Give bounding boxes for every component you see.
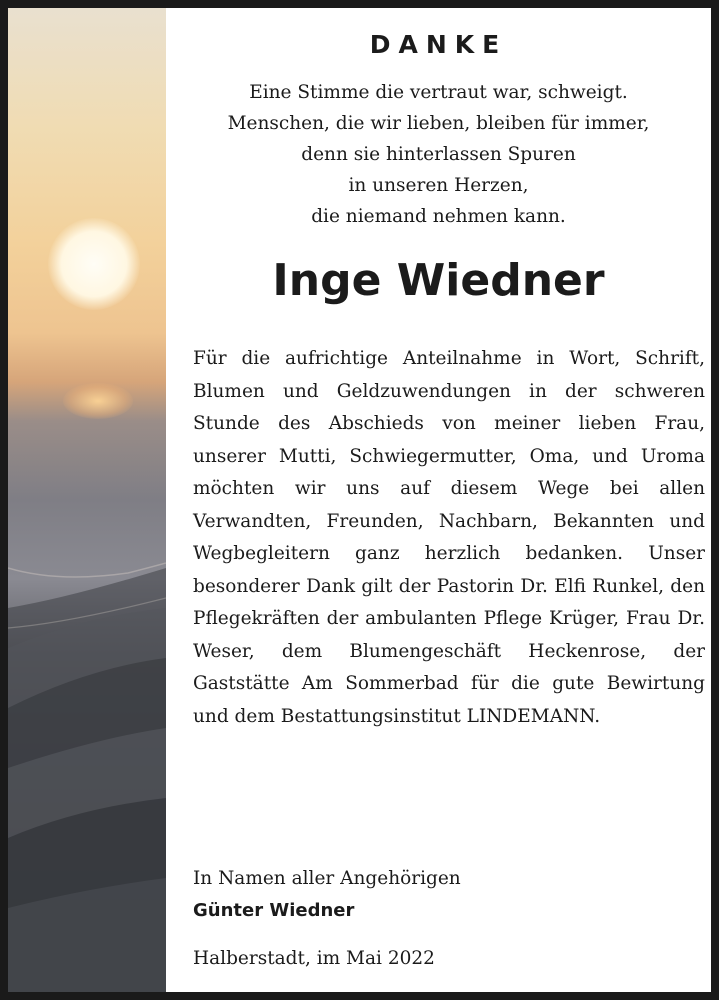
- closing-line: In Namen aller Angehörigen: [193, 868, 461, 889]
- signer-name: Günter Wiedner: [193, 900, 355, 921]
- poem-line: die niemand nehmen kann.: [311, 206, 566, 227]
- poem: [166, 77, 711, 232]
- deceased-name: Inge Wiedner: [272, 255, 605, 306]
- heading-danke: DANKE: [369, 30, 508, 59]
- place-date: Halberstadt, im Mai 2022: [193, 948, 435, 969]
- poem-line: Eine Stimme die vertraut war, schweigt.: [249, 82, 628, 103]
- sea-waves: [8, 8, 166, 992]
- thanks-body: Für die aufrichtige Anteilnahme in Wort, Schrift, Blumen und Geldzuwendungen in der schweren Stunde des Abschieds von meiner lieben Frau, unserer Mutti, Schwiegermutter, Oma, und Uroma möchten wir uns auf diesem Wege bei allen Verwandten, Freunden, Nachbarn, Bekannten und Wegbegleitern ganz herzlich bedanken. Unser besonderer Dank gilt der Pastorin Dr. Elfi Runkel, den Pflegekräften der ambulanten Pflege Krüger, Frau Dr. Weser, dem Blumengeschäft Heckenrose, der Gaststätte Am Sommerbad für die gute Bewirtung und dem Bestattungsinstitut LINDEMANN.: [193, 348, 705, 727]
- sunset-sea-photo: [8, 8, 166, 992]
- poem-line: Menschen, die wir lieben, bleiben für immer,: [227, 113, 650, 134]
- poem-line: in unseren Herzen,: [348, 175, 529, 196]
- obituary-card: [8, 8, 711, 992]
- poem-line: denn sie hinterlassen Spuren: [301, 144, 576, 165]
- closing: [193, 863, 461, 927]
- notice-content: [166, 8, 711, 992]
